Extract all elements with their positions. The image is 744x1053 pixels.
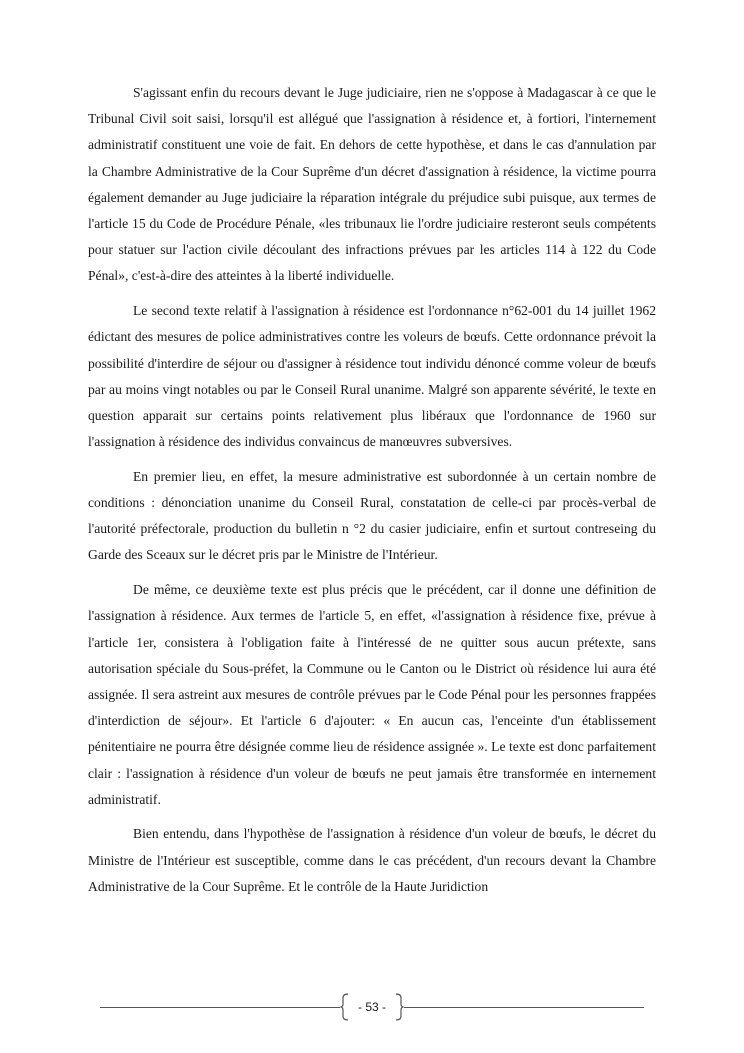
paragraph-3: En premier lieu, en effet, la mesure administrative est subordonnée à un certain nombre de conditions : dénonciation unanime du Conseil Rural, constatation de celle-ci par procès-verbal de l'autorité préfectorale, production du bulletin n °2 du casier judiciaire, enfin et surtout contreseing du Garde des Sceaux sur le décret pris par le Ministre de l'Intérieur.	[88, 468, 656, 563]
document-body	[88, 80, 656, 909]
footer-rule-left	[100, 1007, 340, 1008]
paragraph-5: Bien entendu, dans l'hypothèse de l'assignation à résidence d'un voleur de bœufs, le décret du Ministre de l'Intérieur est susceptible, comme dans le cas précédent, d'un recours devant la Chambre Administrative de la Cour Suprême. Et le contrôle de la Haute Juridiction	[88, 826, 656, 894]
footer-rule-right	[404, 1007, 644, 1008]
footer-bracket-right	[394, 993, 404, 1021]
paragraph-2: Le second texte relatif à l'assignation à résidence est l'ordonnance n°62-001 du 14 juillet 1962 édictant des mesures de police administratives contre les voleurs de bœufs. Cette ordonnance prévoit la possibilité d'interdire de séjour ou d'assigner à résidence tout individu dénoncé comme voleur de bœufs par au moins vingt notables ou par le Conseil Rural unanime. Malgré son apparente sévérité, le texte en question apparait sur certains points relativement plus libéraux que l'ordonnance de 1960 sur l'assignation à résidence des individus convaincus de manœuvres subversives.	[88, 303, 656, 450]
footer-bracket-left	[340, 993, 350, 1021]
paragraph-1: S'agissant enfin du recours devant le Juge judiciaire, rien ne s'oppose à Madagascar à ce que le Tribunal Civil soit saisi, lorsqu'il est allégué que l'assignation à résidence et, à fortiori, l'internement administratif constituent une voie de fait. En dehors de cette hypothèse, et dans le cas d'annulation par la Chambre Administrative de la Cour Suprême d'un décret d'assignation à résidence, la victime pourra également demander au Juge judiciaire la réparation intégrale du préjudice subi puisque, aux termes de l'article 15 du Code de Procédure Pénale, «les tribunaux lie l'ordre judiciaire resteront seuls compétents pour statuer sur l'action civile découlant des infractions prévues par les articles 114 à 122 du Code Pénal», c'est-à-dire des atteintes à la liberté individuelle.	[88, 85, 656, 284]
page-footer	[100, 993, 644, 1023]
paragraph-4: De même, ce deuxième texte est plus précis que le précédent, car il donne une définition de l'assignation à résidence. Aux termes de l'article 5, en effet, «l'assignation à résidence fixe, prévue à l'article 1er, consistera à l'obligation faite à l'intéressé de ne quitter sous aucun prétexte, sans autorisation spéciale du Sous-préfet, la Commune ou le Canton ou le District où résidence lui aura été assignée. Il sera astreint aux mesures de contrôle prévues par le Code Pénal pour les personnes frappées d'interdiction de séjour». Et l'article 6 d'ajouter: « En aucun cas, l'enceinte d'un établissement pénitentiaire ne pourra être désignée comme lieu de résidence assignée ». Le texte est donc parfaitement clair : l'assignation à résidence d'un voleur de bœufs ne peut jamais être transformée en internement administratif.	[88, 582, 656, 807]
page-number: - 53 -	[357, 1000, 386, 1014]
